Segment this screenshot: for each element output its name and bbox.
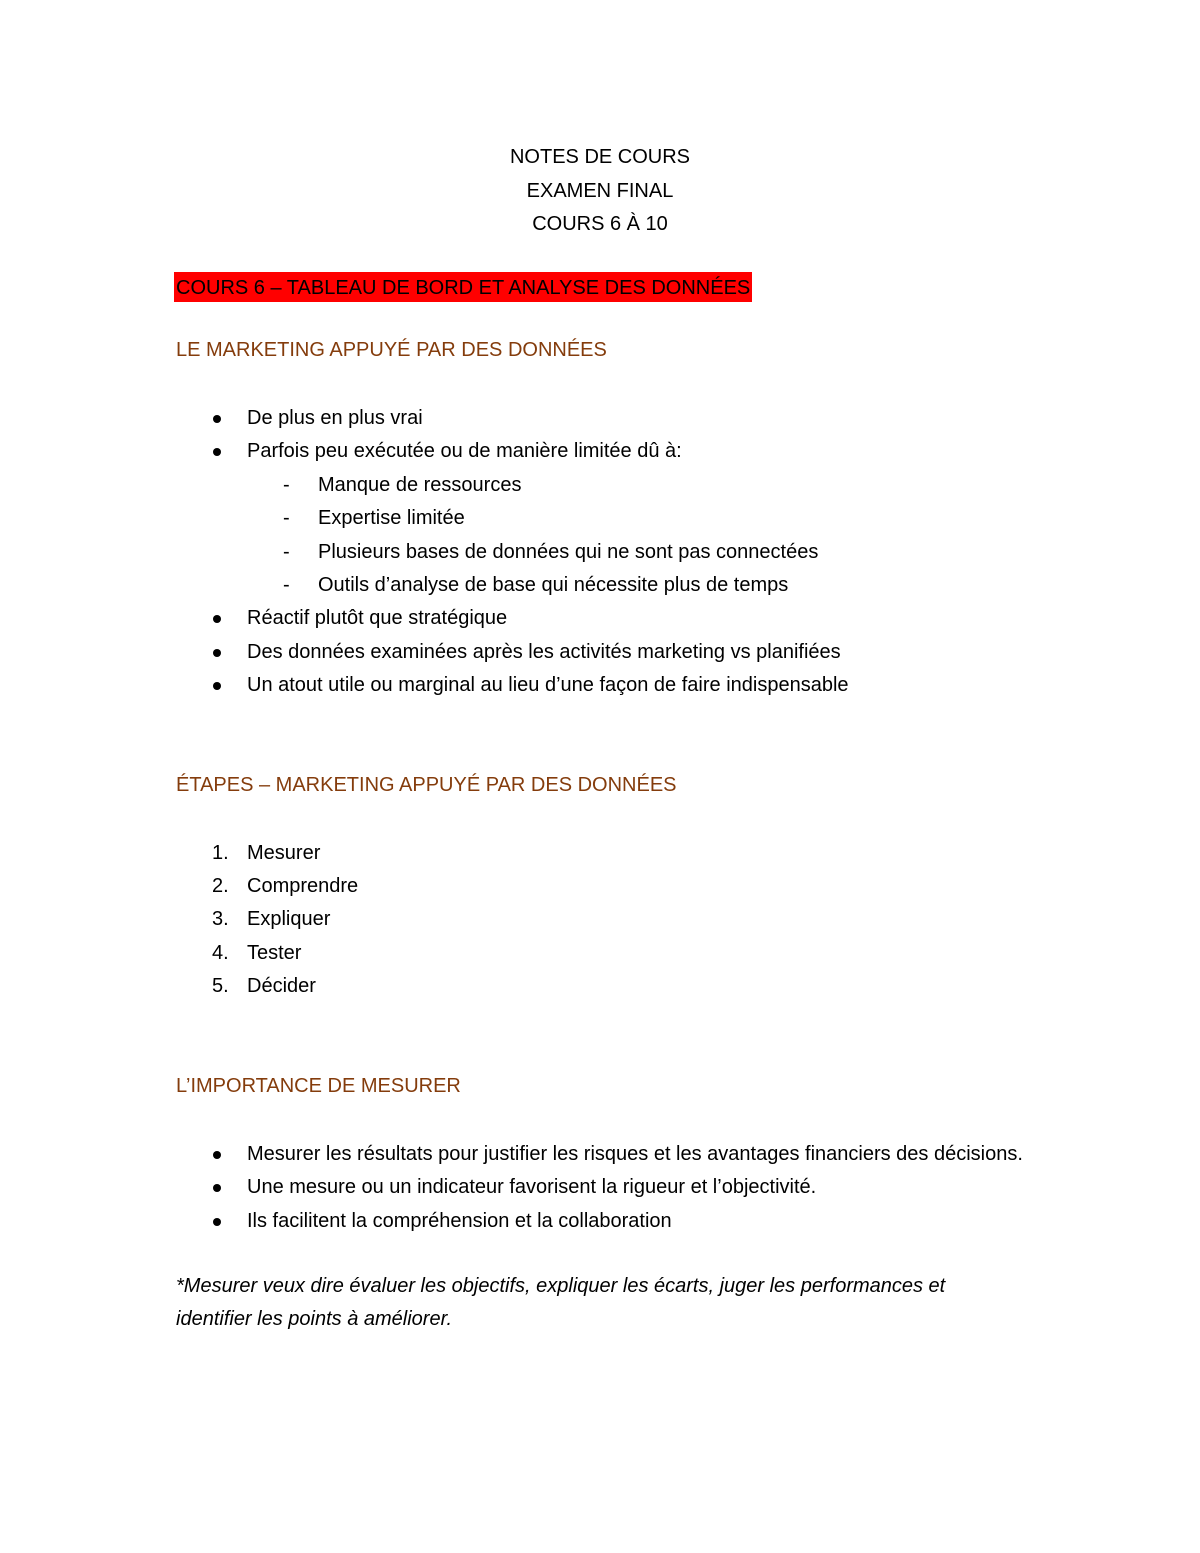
sub-list-item-text: Expertise limitée: [318, 507, 465, 530]
list-item-text: Réactif plutôt que stratégique: [247, 607, 508, 630]
sub-list-item-text: Plusieurs bases de données qui ne sont pas connectées: [318, 540, 819, 563]
list-item: [176, 435, 1026, 468]
title-line-1: NOTES DE COURS: [509, 146, 691, 168]
bullet-icon: [213, 1218, 221, 1226]
dash-icon: -: [283, 473, 290, 496]
list-item-text: Parfois peu exécutée ou de manière limitée dû à:: [247, 440, 682, 463]
limitations-sub-list: [247, 469, 1026, 603]
list-item: [176, 669, 1026, 702]
sub-list-item: [247, 469, 1026, 502]
sub-list-item: [247, 502, 1026, 535]
step-label: Tester: [247, 941, 302, 964]
step-number: 4.: [212, 941, 229, 964]
step-number: 1.: [212, 841, 229, 864]
step-item: [176, 970, 1026, 1003]
title-line-2: EXAMEN FINAL: [526, 179, 674, 202]
importance-bullet-list: [176, 1138, 1026, 1238]
step-item: [176, 903, 1026, 936]
step-label: Décider: [247, 975, 316, 998]
step-item: [176, 937, 1026, 970]
bullet-icon: [213, 1151, 221, 1159]
list-item-text: Mesurer les résultats pour justifier les risques et les avantages financiers des décisions.: [247, 1142, 1023, 1165]
marketing-data-bullet-list: [176, 402, 1026, 469]
bullet-icon: [213, 448, 221, 456]
list-item: [176, 636, 1026, 669]
bullet-icon: [213, 615, 221, 623]
marketing-data-bullet-list-continued: [176, 602, 1026, 702]
list-item-text: Une mesure ou un indicateur favorisent la rigueur et l’objectivité.: [247, 1176, 817, 1199]
list-item-text: Des données examinées après les activités marketing vs planifiées: [247, 640, 841, 663]
section-heading-steps: ÉTAPES – MARKETING APPUYÉ PAR DES DONNÉES: [176, 773, 677, 796]
sub-list-item: [247, 569, 1026, 602]
list-item-text: De plus en plus vrai: [247, 407, 423, 429]
section-heading-importance: L’IMPORTANCE DE MESURER: [176, 1074, 461, 1097]
list-item: [176, 602, 1026, 635]
bullet-icon: [213, 682, 221, 690]
dash-icon: -: [283, 540, 290, 563]
step-label: Mesurer: [247, 841, 321, 864]
dash-icon: -: [283, 574, 290, 597]
document-title-block: [0, 141, 1200, 242]
section-heading-marketing-data: LE MARKETING APPUYÉ PAR DES DONNÉES: [176, 339, 607, 361]
footnote: *Mesurer veux dire évaluer les objectifs, expliquer les écarts, juger les performances et identifier les points à améliorer.: [176, 1274, 946, 1331]
sub-list-item-text: Manque de ressources: [318, 473, 522, 496]
steps-numbered-list: [176, 837, 1026, 1004]
step-item: [176, 837, 1026, 870]
list-item-text: Ils facilitent la compréhension et la collaboration: [247, 1209, 672, 1232]
sub-list-item: [247, 536, 1026, 569]
list-item: [176, 1138, 1026, 1171]
step-label: Comprendre: [247, 875, 359, 898]
list-item: [176, 402, 1026, 435]
course-6-heading-row: [176, 272, 1026, 336]
bullet-icon: [213, 649, 221, 657]
list-item: [176, 1171, 1026, 1204]
step-label: Expliquer: [247, 908, 331, 931]
dash-icon: -: [283, 507, 290, 530]
course-6-heading: COURS 6 – TABLEAU DE BORD ET ANALYSE DES DONNÉES: [174, 272, 752, 302]
title-line-3: COURS 6 À 10: [532, 213, 668, 235]
step-number: 2.: [212, 875, 229, 898]
document-body: [176, 272, 1026, 1337]
list-item: [176, 1205, 1026, 1238]
step-number: 3.: [212, 908, 229, 931]
bullet-icon: [213, 415, 221, 423]
step-item: [176, 870, 1026, 903]
bullet-icon: [213, 1184, 221, 1192]
list-item-text: Un atout utile ou marginal au lieu d’une façon de faire indispensable: [247, 674, 849, 697]
sub-list-item-text: Outils d’analyse de base qui nécessite plus de temps: [318, 574, 789, 597]
step-number: 5.: [212, 975, 229, 998]
